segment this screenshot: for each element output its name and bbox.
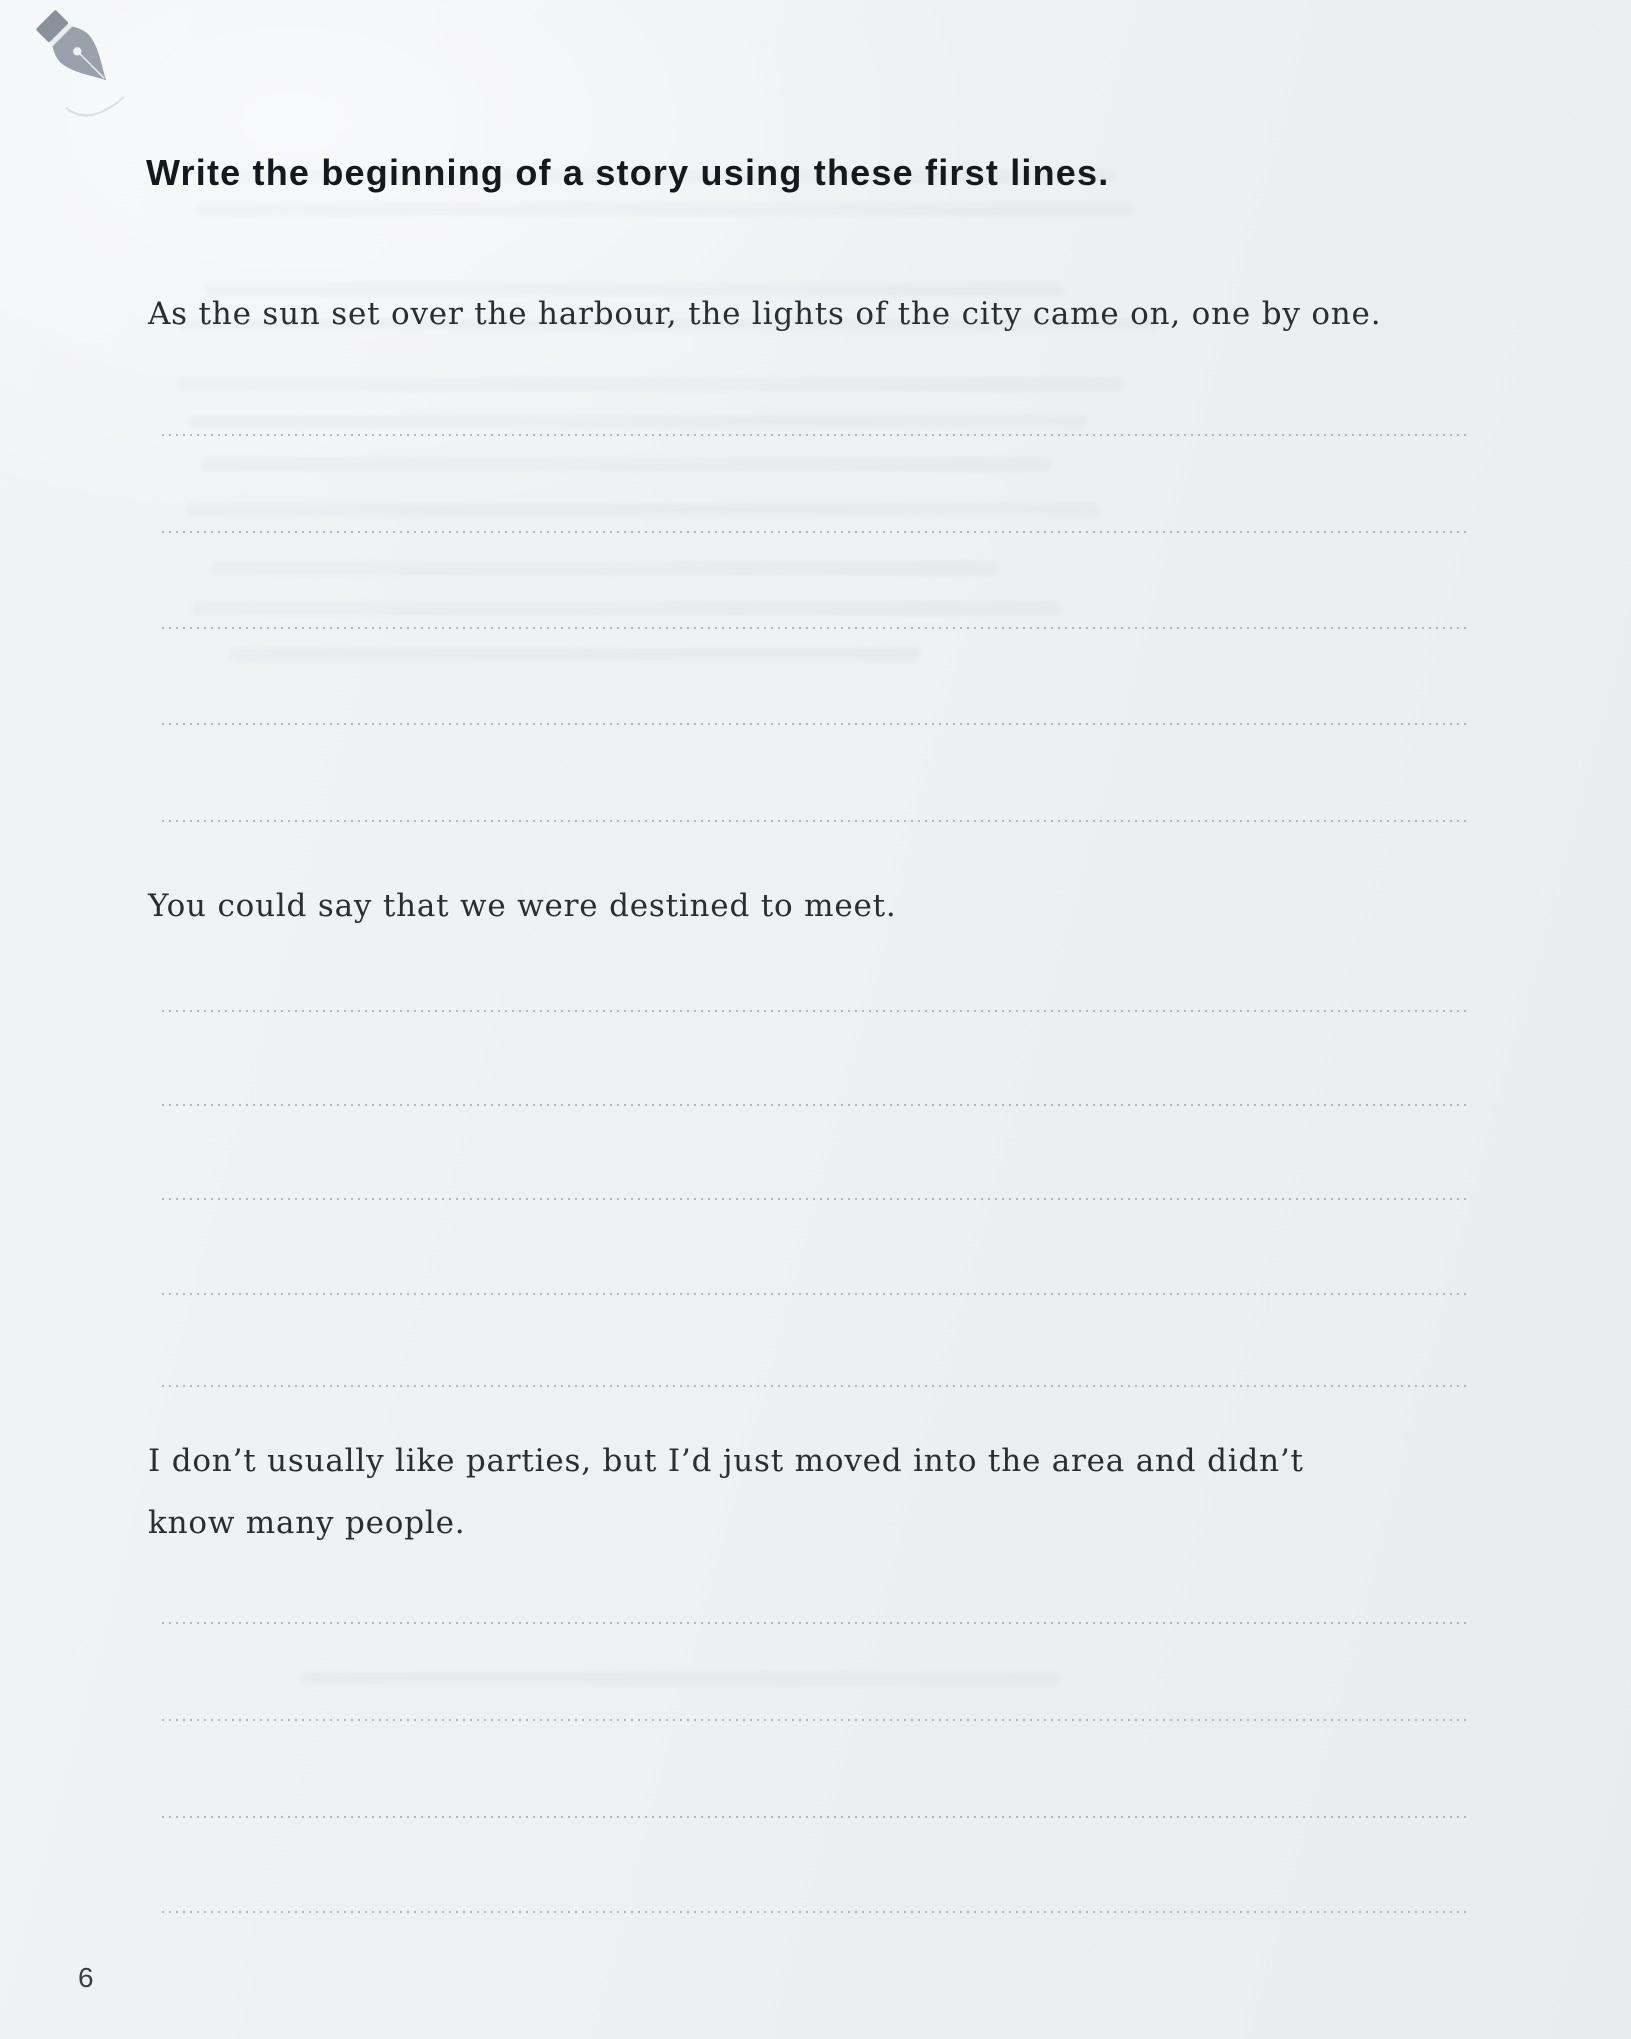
writing-line <box>162 1385 1470 1387</box>
writing-line <box>162 820 1470 822</box>
writing-line <box>162 1198 1470 1200</box>
show-through-text <box>230 648 920 661</box>
writing-line <box>162 434 1470 436</box>
writing-line <box>162 531 1470 533</box>
show-through-text <box>185 503 1100 516</box>
show-through-text <box>188 415 1088 428</box>
pen-nib-icon <box>20 0 150 140</box>
story-prompt-2: You could say that we were destined to meet. <box>148 888 897 924</box>
page-number: 6 <box>78 1962 95 1993</box>
writing-line <box>162 723 1470 725</box>
writing-line <box>162 1622 1470 1624</box>
writing-line <box>162 1816 1470 1818</box>
writing-line <box>162 1293 1470 1295</box>
writing-line <box>162 1010 1470 1012</box>
story-prompt-3-line-2: know many people. <box>148 1505 466 1541</box>
show-through-text <box>192 602 1062 615</box>
writing-line <box>162 627 1470 629</box>
story-prompt-3-line-1: I don’t usually like parties, but I’d just moved into the area and didn’t <box>148 1443 1304 1479</box>
writing-line <box>162 1719 1470 1721</box>
show-through-text <box>200 458 1050 471</box>
writing-line <box>162 1104 1470 1106</box>
story-prompt-1: As the sun set over the harbour, the lights of the city came on, one by one. <box>148 296 1382 332</box>
show-through-text <box>195 203 1135 216</box>
show-through-text <box>205 283 1065 296</box>
page-title: Write the beginning of a story using these first lines. <box>146 152 1110 193</box>
show-through-text <box>300 1672 1060 1685</box>
show-through-text <box>175 378 1125 391</box>
show-through-text <box>210 562 1000 575</box>
writing-line <box>162 1911 1470 1913</box>
